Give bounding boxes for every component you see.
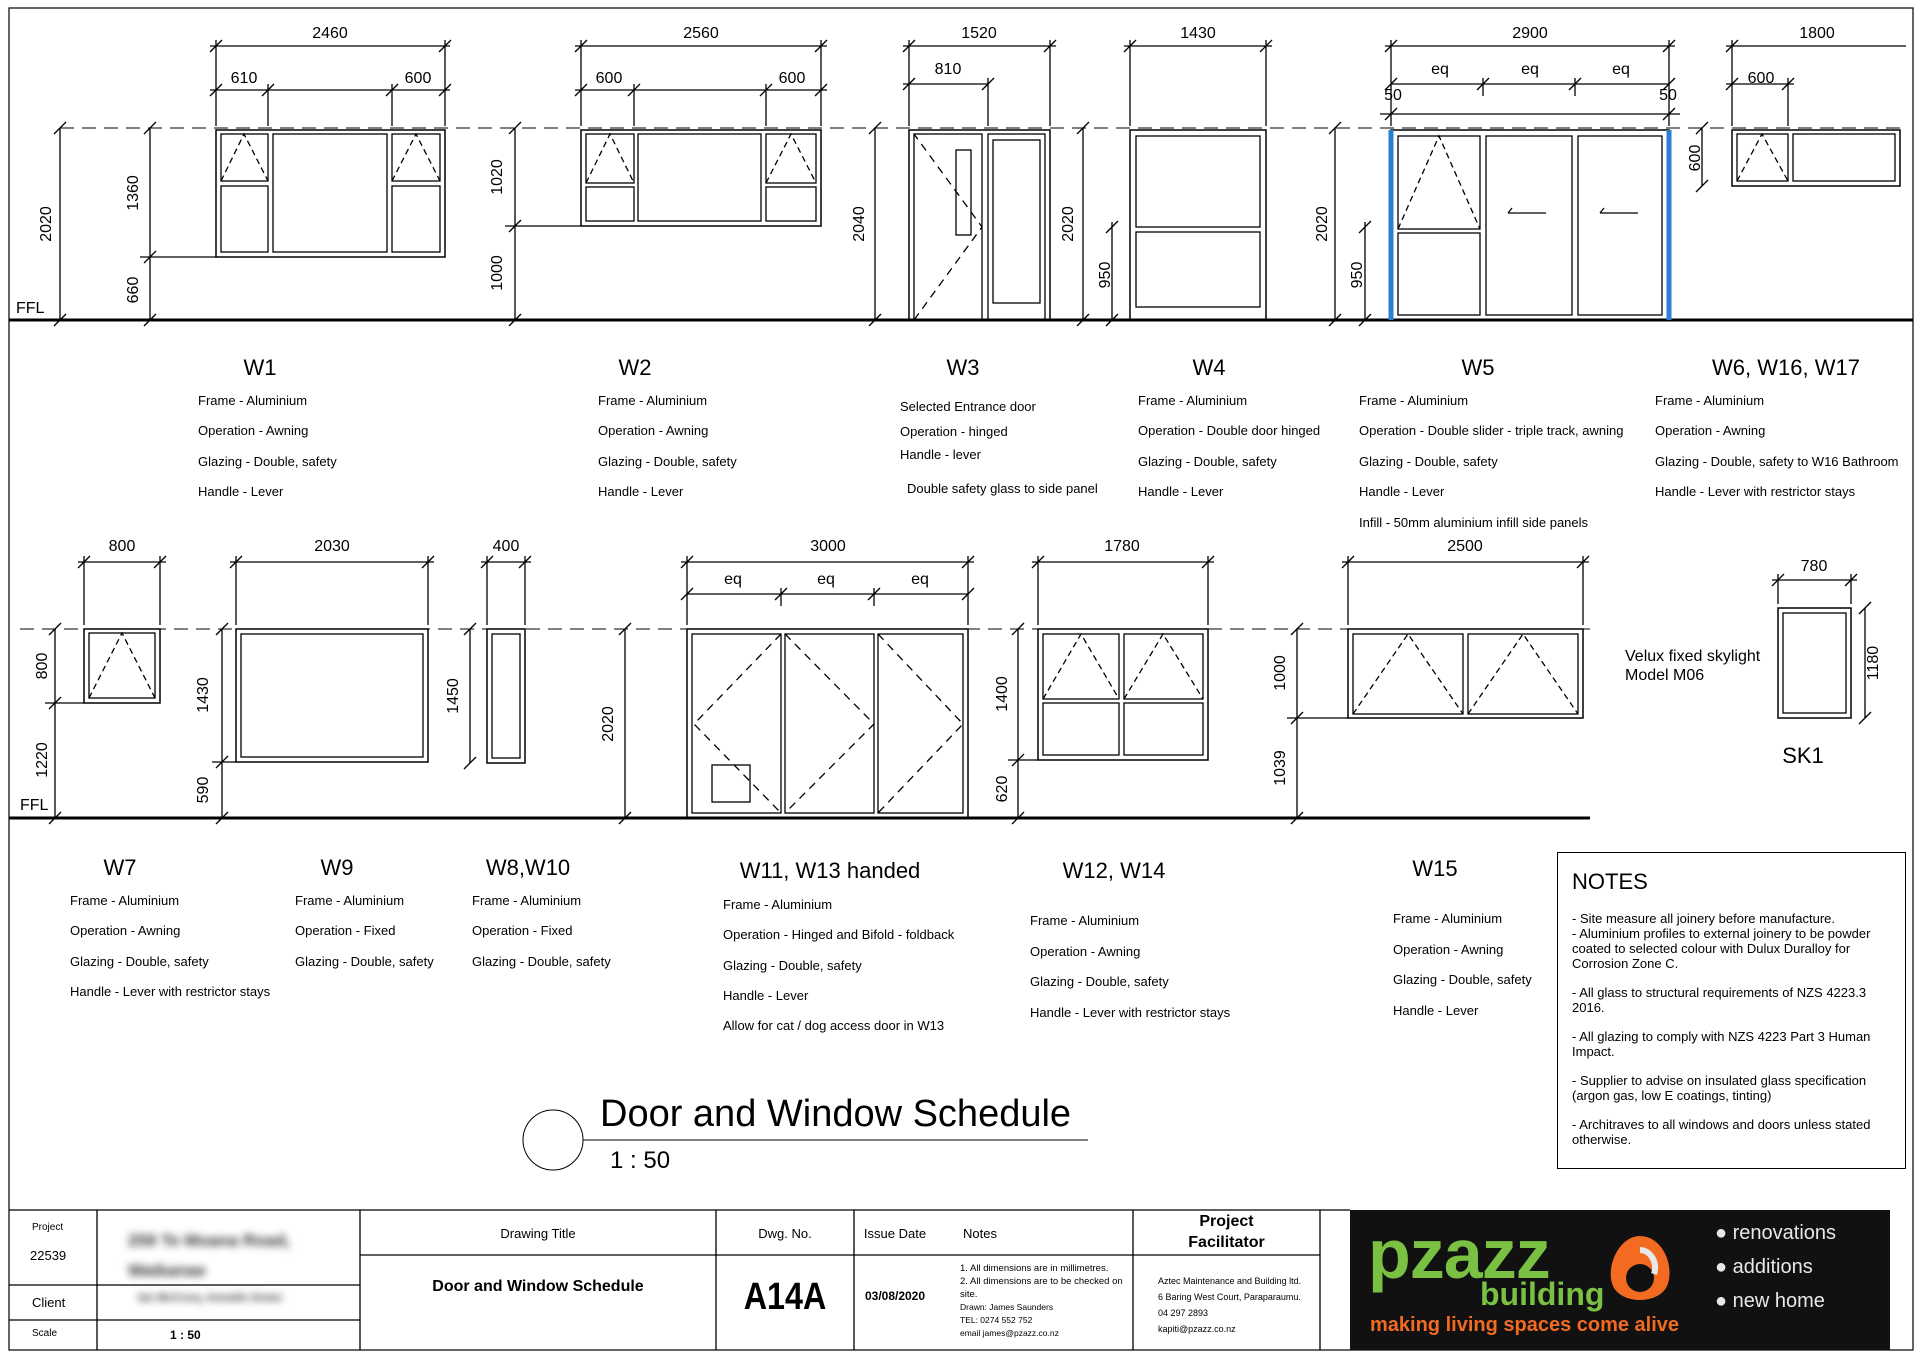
w7-label: W7 [103,855,137,880]
facilitator-line: Aztec Maintenance and Building ltd. [1158,1276,1302,1286]
issue-date-value: 03/08/2020 [864,1289,926,1303]
logo-bullet-text: new home [1732,1290,1825,1312]
spec-line: Glazing - Double, safety [598,454,737,469]
spec-line: Allow for cat / dog access door in W13 [723,1018,945,1033]
drawing-title: Door and Window Schedule [600,1093,1072,1135]
w9-total-dim: 2030 [314,538,350,555]
facilitator-label-1: Project [1199,1213,1254,1230]
scale-label: Scale [32,1328,58,1339]
w12-total-dim: 1780 [1104,538,1140,555]
facilitator-details [1158,1273,1318,1337]
scale-value: 1 : 50 [170,1328,201,1342]
project-address: 259 Te Moana Road, Waikanae [128,1231,291,1280]
note-item: - Site measure all joinery before manufacture. [1572,911,1836,926]
w3-total-dim: 1520 [961,25,997,42]
spec-line: Handle - Lever [198,484,284,499]
w15-total-dim: 2500 [1447,538,1483,555]
tb-note-line: TEL: 0274 552 752 [960,1315,1033,1325]
note-item: - Architraves to all windows and doors unless stated otherwise. [1572,1117,1871,1147]
spec-line: Glazing - Double, safety [1393,972,1532,987]
w5-lower-dim: 950 [1349,261,1366,289]
logo-bullet: ● renovations [1715,1222,1837,1244]
spec-line: Operation - Awning [1655,423,1766,438]
w15-window-height-dim: 1000 [1272,655,1289,691]
w4-label: W4 [1192,355,1226,380]
title-block-notes [960,1262,1130,1340]
notes-box [1557,852,1906,1169]
spec-line: Frame - Aluminium [598,393,708,408]
w1-label: W1 [243,355,277,380]
spec-line: Handle - Lever [1138,484,1224,499]
logo-bullet: ● additions [1715,1256,1813,1278]
w3-leaf-dim: 810 [934,61,962,78]
w5-total-dim: 2900 [1512,25,1548,42]
spec-line: Operation - Fixed [472,923,573,938]
note-item: - All glazing to comply with NZS 4223 Part 3 Human Impact. [1572,1029,1871,1059]
spec-line: Handle - Lever with restrictor stays [70,984,271,999]
w9-sill-dim: 590 [195,776,212,804]
w2-left-dim: 600 [595,70,623,87]
spec-line: Frame - Aluminium [1138,393,1248,408]
spec-line: Handle - Lever [723,988,809,1003]
w11-label: W11, W13 handed [739,858,921,883]
spec-line: Frame - Aluminium [1393,911,1503,926]
tb-note-line: 1. All dimensions are in millimetres. [960,1263,1109,1274]
w7-total-dim: 800 [108,538,136,555]
w4-lower-dim: 950 [1097,261,1114,289]
w11-eq-dim-3: eq [911,571,929,588]
w9-window-height-dim: 1430 [195,677,212,713]
tb-note-line: Drawn: James Saunders [960,1302,1054,1312]
spec-line: Frame - Aluminium [295,893,405,908]
drawing-scale: 1 : 50 [610,1147,671,1174]
tb-note-line: 2. All dimensions are to be checked on site. [960,1276,1123,1300]
w8-specs [472,893,611,969]
note-item: - All glass to structural requirements of NZS 4223.3 2016. [1572,985,1867,1015]
logo-bullet: ● new home [1715,1290,1825,1312]
logo-sub: building [1480,1276,1605,1312]
spec-line: Handle - Lever with restrictor stays [1655,484,1856,499]
tb-note-line: email james@pzazz.co.nz [960,1328,1059,1338]
spec-line: Operation - Awning [198,423,309,438]
spec-line: Frame - Aluminium [198,393,308,408]
notes-label: Notes [963,1226,997,1241]
w5-side-right-dim: 50 [1659,87,1677,104]
spec-line: Handle - Lever [598,484,684,499]
spec-line: Frame - Aluminium [1655,393,1765,408]
w15-specs [1393,911,1532,1018]
w4-height-dim: 2020 [1060,206,1077,242]
project-label: Project [32,1222,64,1233]
w4-specs [1138,393,1320,499]
note-item: - Aluminium profiles to external joinery to be powder coated to selected colour with Dulux Duralloy for Corrosion Zone C. [1572,926,1871,971]
spec-line: Operation - Double slider - triple track, awning [1359,423,1624,438]
w4-total-dim: 1430 [1180,25,1216,42]
sk1-total-dim: 780 [1800,558,1828,575]
w1-left-dim: 610 [230,70,258,87]
w2-total-dim: 2560 [683,25,719,42]
facilitator-line: 6 Baring West Court, Paraparaumu. [1158,1292,1301,1302]
w3-height-dim: 2040 [851,206,868,242]
w1-total-dim: 2460 [312,25,348,42]
w11-eq-dim-2: eq [817,571,835,588]
w2-sill-dim: 1000 [489,255,506,291]
spec-line: Glazing - Double, safety [198,454,337,469]
logo-bullet-text: renovations [1732,1222,1837,1244]
w2-window-height-dim: 1020 [489,159,506,195]
spec-line: Frame - Aluminium [723,897,833,912]
drawing-title-label: Drawing Title [500,1226,576,1241]
client-label: Client [32,1295,66,1310]
spec-line: Glazing - Double, safety [472,954,611,969]
spec-line: Operation - hinged [900,424,1008,439]
sk1-label: SK1 [1782,743,1824,768]
w7-sill-dim: 1220 [34,742,51,778]
pzazz-logo [1350,1210,1890,1350]
project-number: 22539 [30,1248,67,1263]
spec-line: Operation - Awning [1030,944,1141,959]
w2-right-dim: 600 [778,70,806,87]
notes-heading: NOTES [1572,869,1648,894]
spec-line: Frame - Aluminium [1030,913,1140,928]
w8-window-height-dim: 1450 [445,678,462,714]
w7-window-height-dim: 800 [34,652,51,680]
spec-line: Operation - Awning [70,923,181,938]
w6-total-dim: 1800 [1799,25,1835,42]
sk1-height-dim: 1180 [1865,645,1882,681]
w9-specs [295,893,434,969]
w8-label: W8,W10 [485,855,571,880]
logo-swirl-icon [1600,1230,1680,1310]
logo-brand: pzazz [1368,1215,1550,1293]
w2-specs [598,393,737,499]
dwg-no-value: A14A [743,1276,827,1318]
sk1-description-2: Model M06 [1625,667,1705,684]
spec-line: Frame - Aluminium [472,893,582,908]
w1-window-height-dim: 1360 [125,175,142,211]
sk1-description-1: Velux fixed skylight [1625,648,1761,665]
spec-line: Handle - Lever [1393,1003,1479,1018]
w2-label: W2 [618,355,652,380]
w1-right-dim: 600 [404,70,432,87]
w11-specs [723,897,955,1033]
spec-line: Glazing - Double, safety to W16 Bathroom [1655,454,1899,469]
client-name: Ian McCrory, Annette Green [138,1292,283,1304]
w11-eq-dim-1: eq [724,571,742,588]
w11-total-dim: 3000 [810,538,846,555]
w15-sill-dim: 1039 [1272,750,1289,786]
w9-label: W9 [320,855,354,880]
drawing-title-value: Door and Window Schedule [432,1278,644,1295]
w12-label: W12, W14 [1062,858,1166,883]
spec-line: Double safety glass to side panel [907,481,1098,496]
issue-date-label: Issue Date [863,1226,927,1241]
w1-height-dim: 2020 [38,206,55,242]
spec-line: Operation - Awning [598,423,709,438]
w6-label: W6, W16, W17 [1712,355,1860,380]
w12-specs [1030,913,1231,1020]
w5-height-dim: 2020 [1314,206,1331,242]
spec-line: Infill - 50mm aluminium infill side panels [1359,515,1589,530]
spec-line: Glazing - Double, safety [70,954,209,969]
w5-eq-dim-2: eq [1521,61,1539,78]
spec-line: Glazing - Double, safety [1138,454,1277,469]
w1-specs [198,393,337,499]
spec-line: Frame - Aluminium [70,893,180,908]
w12-window-height-dim: 1400 [994,676,1011,712]
w8-total-dim: 400 [492,538,520,555]
spec-line: Handle - Lever [1359,484,1445,499]
ffl-label-row2: FFL [20,797,49,814]
w5-side-left-dim: 50 [1384,87,1402,104]
facilitator-line: kapiti@pzazz.co.nz [1158,1324,1236,1334]
spec-line: Glazing - Double, safety [1359,454,1498,469]
dwg-no-label: Dwg. No. [758,1226,812,1241]
ffl-label-row1: FFL [16,300,45,317]
spec-line: Glazing - Double, safety [723,958,862,973]
facilitator-line: 04 297 2893 [1158,1308,1209,1318]
spec-line: Operation - Fixed [295,923,396,938]
note-item: - Supplier to advise on insulated glass specification (argon gas, low E coatings, tinting) [1572,1073,1867,1103]
w11-height-dim: 2020 [600,706,617,742]
logo-bullet-text: additions [1732,1256,1813,1278]
spec-line: Glazing - Double, safety [295,954,434,969]
w15-label: W15 [1412,856,1458,881]
spec-line: Operation - Hinged and Bifold - foldback [723,927,955,942]
spec-line: Handle - Lever with restrictor stays [1030,1005,1231,1020]
w5-label: W5 [1461,355,1495,380]
spec-line: Operation - Double door hinged [1138,423,1321,438]
spec-line: Handle - lever [900,447,981,462]
w6-left-dim: 600 [1747,70,1775,87]
spec-line: Operation - Awning [1393,942,1504,957]
w1-sill-dim: 660 [125,276,142,304]
logo-tagline: making living spaces come alive [1370,1314,1680,1336]
w5-eq-dim-1: eq [1431,61,1449,78]
spec-line: Frame - Aluminium [1359,393,1469,408]
w5-specs [1359,393,1623,530]
w3-label: W3 [946,355,980,380]
w5-eq-dim-3: eq [1612,61,1630,78]
w12-sill-dim: 620 [994,775,1011,803]
w3-specs [900,399,1098,496]
w6-specs [1655,393,1899,499]
facilitator-label-2: Facilitator [1188,1234,1265,1251]
w6-window-height-dim: 600 [1687,144,1704,172]
w7-specs [70,893,271,999]
spec-line: Selected Entrance door [900,399,1036,414]
spec-line: Glazing - Double, safety [1030,974,1169,989]
